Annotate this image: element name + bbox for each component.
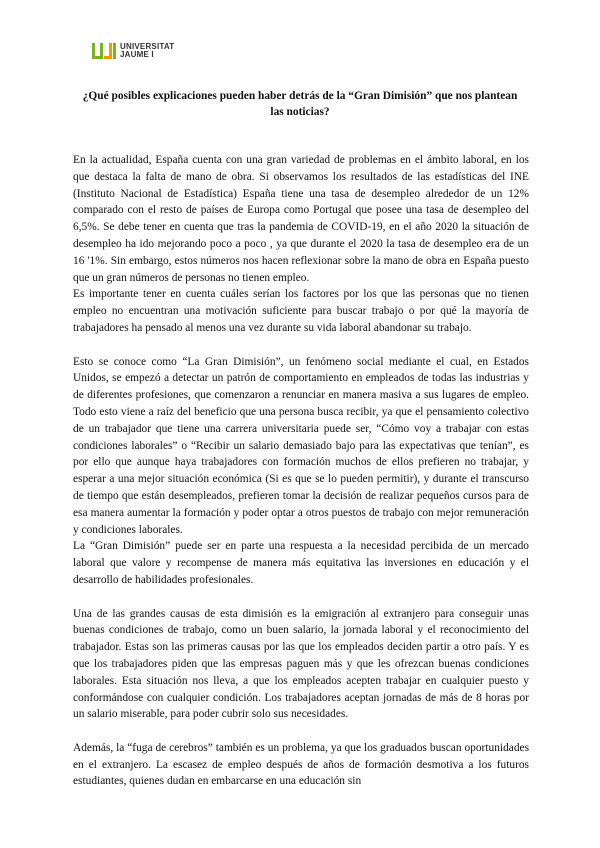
paragraph-6: Además, la “fuga de cerebros” también es un problema, ya que los graduados buscan oportunidades en el extranjero. La escasez de empleo después de años de formación desmotiva a los futuros estudiantes, quienes dudan en embarcarse en una educación sin	[73, 741, 529, 788]
logo-line-2: JAUME I	[120, 50, 154, 59]
paragraph-4: La “Gran Dimisión” puede ser en parte una respuesta a la necesidad percibida de un mercado laboral que valore y recompense de manera más equitativa las inversiones en educación y el desarrollo de habilidades profesionales.	[73, 540, 529, 586]
document-title: ¿Qué posibles explicaciones pueden haber detrás de la “Gran Dimisión” que nos plantean las noticias?	[82, 90, 518, 118]
document-body	[73, 152, 529, 790]
logo-text	[120, 43, 174, 59]
uji-logo-icon	[92, 43, 116, 59]
paragraph-1: En la actualidad, España cuenta con una gran variedad de problemas en el ámbito laboral, en los que destaca la falta de mano de obra. Si observamos los resultados de las estadísticas del INE (Instituto Nacional de Estadística) España tiene una tasa de desempleo alrededor de un 12% comparado con el resto de países de Europa como Portugal que posee una tasa de desempleo del 6,5%. Se debe tener en cuenta que tras la pandemia de COVID-19, en el año 2020 la situación de desempleo ha ido mejorando poco a poco , ya que durante el 2020 la tasa de desempleo era de un 16 '1%. Sin embargo, estos números nos hacen reflexionar sobre la mano de obra en España puesto que un gran números de personas no tienen empleo.	[73, 154, 529, 284]
university-logo	[92, 40, 174, 62]
paragraph-5: Una de las grandes causas de esta dimisión es la emigración al extranjero para conseguir unas buenas condiciones de trabajo, como un buen salario, la jornada laboral y el reconocimiento del trabajador. Estas son las primeras causas por las que los empleados deciden partir a otro país. Y es que los trabajadores piden que las empresas paguen más y que les ofrezcan buenas condiciones laborales. Esta situación nos lleva, a que los empleados acepten trabajar en cualquier puesto y conformándose con cualquier condición. Los trabajadores aceptan jornadas de más de 8 horas por un salario miserable, para poder cubrir solo sus necesidades.	[73, 607, 529, 721]
paragraph-2: Es importante tener en cuenta cuáles serían los factores por los que las personas que no tienen empleo no encuentran una motivación suficiente para buscar trabajo o por qué la mayoría de trabajadores ha pensado al menos una vez durante su vida laboral abandonar su trabajo.	[73, 288, 529, 334]
paragraph-3: Esto se conoce como “La Gran Dimisión”, un fenómeno social mediante el cual, en Estados Unidos, se empezó a detectar un patrón de comportamiento en empleados de todas las industrias y de diferentes profesiones, que comenzaron a renunciar en manera masiva a sus lugares de empleo. Todo esto viene a raíz del beneficio que una persona busca recibir, ya que el pensamiento colectivo de un trabajador que tiene una carrera universitaria puede ser, “Cómo voy a trabajar con estas condiciones laborales” o “Recibir un salario demasiado bajo para las expectativas que tenían”, es por ello que aunque haya trabajadores con formación muchos de ellos prefieren no trabajar, y esperar a una mejor situación económica (Si es que se lo pueden permitir), y durante el transcurso de tiempo que están desempleados, prefieren tomar la decisión de realizar pequeños cursos para de esa manera aumentar la formación y poder optar a otros puestos de trabajo con mejor remuneración y condiciones laborales.	[73, 355, 529, 536]
logo-line-1: UNIVERSITAT	[120, 42, 175, 51]
